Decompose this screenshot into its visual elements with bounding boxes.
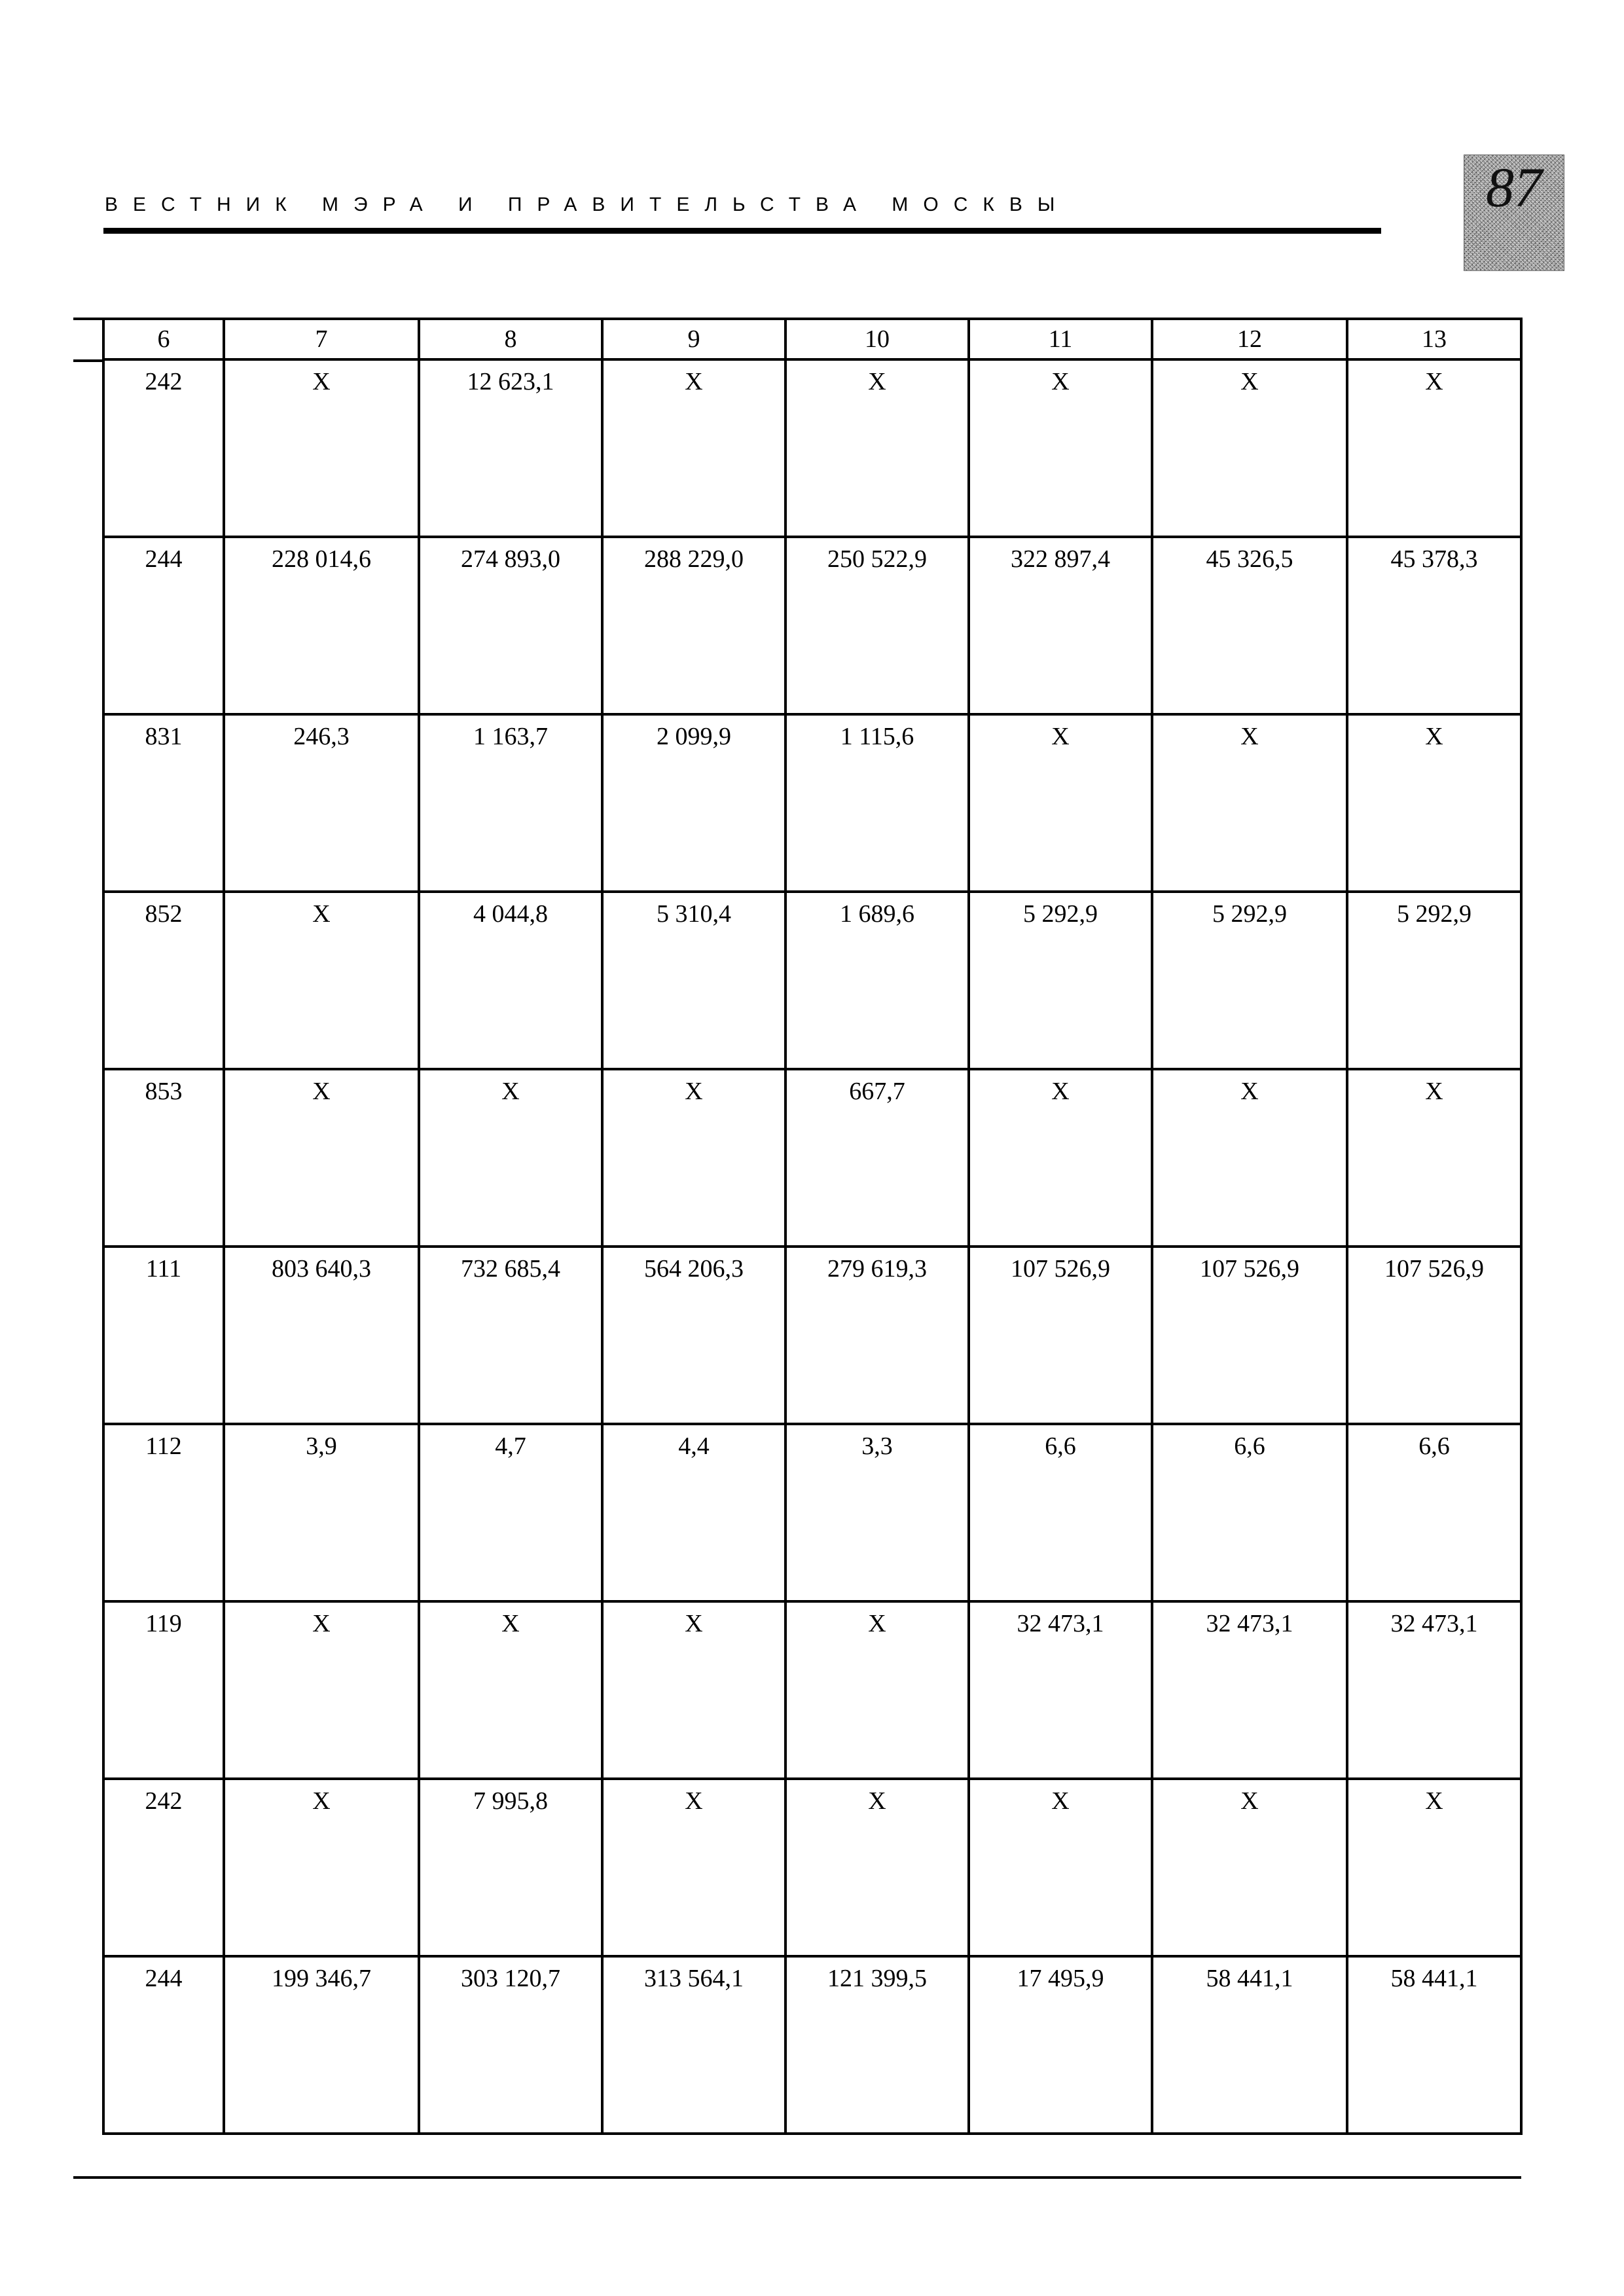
table-second-left-stub	[73, 359, 105, 362]
table-cell: X	[419, 1601, 602, 1779]
table-cell: X	[1347, 359, 1521, 537]
table-row	[103, 1779, 1521, 1956]
table-cell: 4,7	[419, 1424, 602, 1601]
table-cell: 1 115,6	[785, 714, 969, 892]
table-cell: 288 229,0	[602, 537, 785, 714]
table-cell: X	[785, 1601, 969, 1779]
table-cell: X	[224, 1069, 419, 1247]
table-cell: 12 623,1	[419, 359, 602, 537]
table-cell: 45 326,5	[1152, 537, 1347, 714]
table-cell: 853	[103, 1069, 224, 1247]
column-header: 11	[969, 319, 1152, 359]
table-cell: X	[785, 1779, 969, 1956]
table-cell: X	[1152, 1779, 1347, 1956]
table-cell: X	[419, 1069, 602, 1247]
table-cell: 5 292,9	[969, 892, 1152, 1069]
table-cell: 107 526,9	[1152, 1247, 1347, 1424]
table-cell: 852	[103, 892, 224, 1069]
column-header: 12	[1152, 319, 1347, 359]
table-cell: X	[602, 1601, 785, 1779]
table-row	[103, 1601, 1521, 1779]
table-cell: 32 473,1	[969, 1601, 1152, 1779]
table-cell: 5 292,9	[1152, 892, 1347, 1069]
table-cell: 831	[103, 714, 224, 892]
table-header-row	[103, 319, 1521, 359]
table-cell: 244	[103, 537, 224, 714]
table-cell: X	[1347, 1779, 1521, 1956]
table-cell: 803 640,3	[224, 1247, 419, 1424]
table-cell: 244	[103, 1956, 224, 2134]
table-cell: 32 473,1	[1152, 1601, 1347, 1779]
table-cell: 250 522,9	[785, 537, 969, 714]
table-cell: X	[969, 359, 1152, 537]
column-header: 6	[103, 319, 224, 359]
table-cell: 58 441,1	[1347, 1956, 1521, 2134]
table-cell: 45 378,3	[1347, 537, 1521, 714]
table-row	[103, 714, 1521, 892]
table-cell: 3,3	[785, 1424, 969, 1601]
table-cell: 1 163,7	[419, 714, 602, 892]
table-cell: X	[1347, 714, 1521, 892]
table-cell: 121 399,5	[785, 1956, 969, 2134]
table-cell: 242	[103, 1779, 224, 1956]
page-number: 87	[1486, 156, 1542, 219]
table-cell: X	[602, 1779, 785, 1956]
table-cell: 111	[103, 1247, 224, 1424]
journal-title: ВЕСТНИК МЭРА И ПРАВИТЕЛЬСТВА МОСКВЫ	[105, 194, 1070, 215]
table-row	[103, 1247, 1521, 1424]
table-row	[103, 359, 1521, 537]
table-cell: 5 292,9	[1347, 892, 1521, 1069]
table-cell: 228 014,6	[224, 537, 419, 714]
table-cell: 107 526,9	[969, 1247, 1152, 1424]
table-top-left-stub	[73, 318, 105, 320]
table-cell: 17 495,9	[969, 1956, 1152, 2134]
table-cell: X	[969, 1069, 1152, 1247]
table-cell: 6,6	[1347, 1424, 1521, 1601]
header-rule	[103, 228, 1381, 234]
table-cell: X	[1152, 714, 1347, 892]
table-cell: 5 310,4	[602, 892, 785, 1069]
table-cell: 274 893,0	[419, 537, 602, 714]
table-cell: X	[224, 359, 419, 537]
table-cell: 32 473,1	[1347, 1601, 1521, 1779]
table-cell: X	[602, 1069, 785, 1247]
table-row	[103, 892, 1521, 1069]
page-number-badge	[1464, 155, 1564, 271]
table-cell: X	[224, 1601, 419, 1779]
table-cell: X	[969, 714, 1152, 892]
table-cell: 246,3	[224, 714, 419, 892]
table-cell: X	[969, 1779, 1152, 1956]
table-row	[103, 1956, 1521, 2134]
table-row	[103, 1069, 1521, 1247]
table-cell: 2 099,9	[602, 714, 785, 892]
table-cell: 732 685,4	[419, 1247, 602, 1424]
column-header: 9	[602, 319, 785, 359]
table-cell: X	[224, 1779, 419, 1956]
table-cell: 6,6	[969, 1424, 1152, 1601]
column-header: 7	[224, 319, 419, 359]
column-header: 13	[1347, 319, 1521, 359]
table-cell: 107 526,9	[1347, 1247, 1521, 1424]
table-cell: 279 619,3	[785, 1247, 969, 1424]
column-header: 8	[419, 319, 602, 359]
table-row	[103, 1424, 1521, 1601]
table-cell: 4,4	[602, 1424, 785, 1601]
table-cell: 313 564,1	[602, 1956, 785, 2134]
table-cell: 1 689,6	[785, 892, 969, 1069]
table-cell: X	[602, 359, 785, 537]
table-cell: 199 346,7	[224, 1956, 419, 2134]
column-header: 10	[785, 319, 969, 359]
table-cell: 112	[103, 1424, 224, 1601]
table-cell: 3,9	[224, 1424, 419, 1601]
table-cell: 322 897,4	[969, 537, 1152, 714]
table-bottom-rule	[73, 2176, 1521, 2179]
table-cell: 7 995,8	[419, 1779, 602, 1956]
table-cell: X	[1152, 359, 1347, 537]
table-cell: 4 044,8	[419, 892, 602, 1069]
table-cell: 119	[103, 1601, 224, 1779]
table-cell: X	[224, 892, 419, 1069]
data-table	[102, 318, 1523, 2135]
table-cell: 58 441,1	[1152, 1956, 1347, 2134]
table-cell: 667,7	[785, 1069, 969, 1247]
table-cell: 303 120,7	[419, 1956, 602, 2134]
table-cell: X	[785, 359, 969, 537]
table-cell: 242	[103, 359, 224, 537]
table-cell: 564 206,3	[602, 1247, 785, 1424]
table-cell: X	[1152, 1069, 1347, 1247]
table-cell: 6,6	[1152, 1424, 1347, 1601]
table-row	[103, 537, 1521, 714]
table-cell: X	[1347, 1069, 1521, 1247]
